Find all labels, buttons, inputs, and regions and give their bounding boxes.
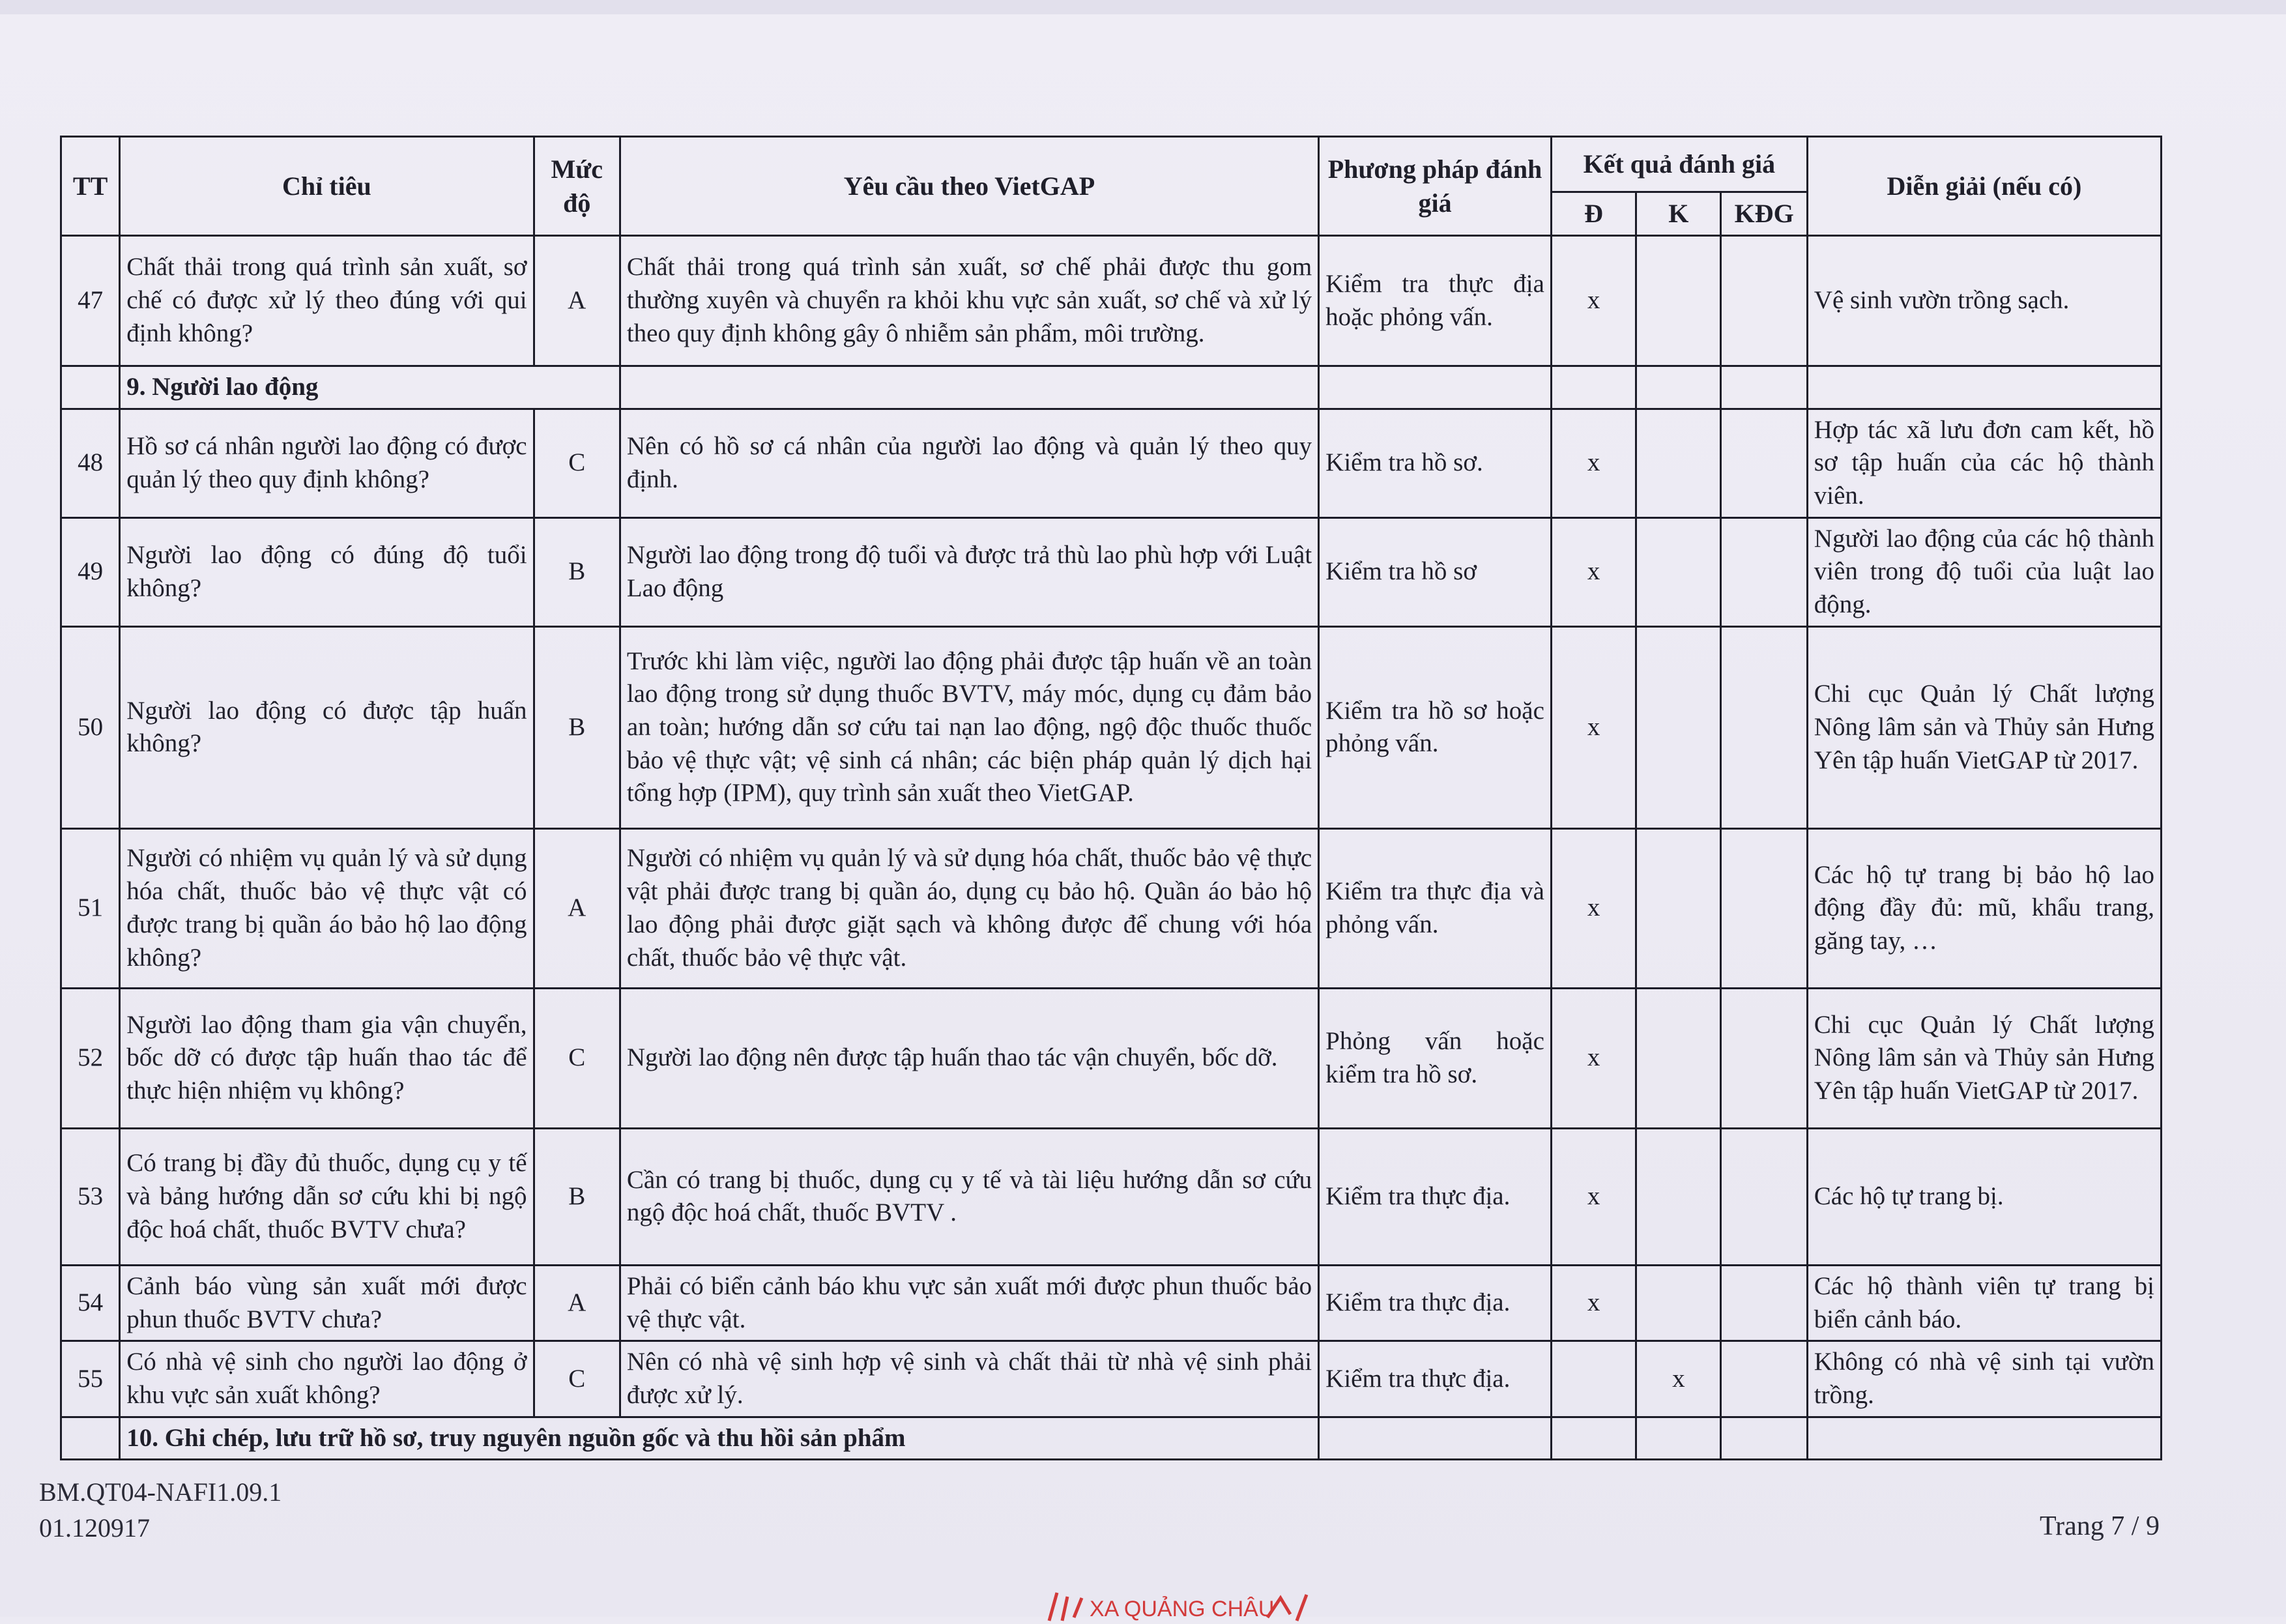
result-dat: x bbox=[1551, 626, 1636, 828]
table-row bbox=[61, 517, 2162, 626]
result-khong bbox=[1636, 409, 1721, 517]
header-dien-giai: Diễn giải (nếu có) bbox=[1807, 137, 2161, 236]
row-number: 47 bbox=[61, 236, 120, 366]
explanation: Các hộ thành viên tự trang bị biển cảnh báo. bbox=[1807, 1265, 2161, 1341]
result-dat: x bbox=[1551, 517, 1636, 626]
table-row bbox=[61, 409, 2162, 517]
header-chi-tieu: Chỉ tiêu bbox=[120, 137, 534, 236]
table-row bbox=[61, 1265, 2162, 1341]
criterion: Có trang bị đầy đủ thuốc, dụng cụ y tế và bảng hướng dẫn sơ cứu khi bị ngộ độc hoá chất, thuốc BVTV chưa? bbox=[120, 1128, 534, 1265]
row-number: 52 bbox=[61, 988, 120, 1128]
result-dat: x bbox=[1551, 409, 1636, 517]
section-title: 10. Ghi chép, lưu trữ hồ sơ, truy nguyên nguồn gốc và thu hồi sản phẩm bbox=[120, 1417, 1319, 1460]
result-kdg bbox=[1721, 626, 1807, 828]
result-khong bbox=[1636, 626, 1721, 828]
explanation: Chi cục Quản lý Chất lượng Nông lâm sản và Thủy sản Hưng Yên tập huấn VietGAP từ 2017. bbox=[1807, 626, 2161, 828]
criterion: Người lao động tham gia vận chuyển, bốc dỡ có được tập huấn thao tác để thực hiện nhiệm vụ không? bbox=[120, 988, 534, 1128]
result-kdg bbox=[1721, 409, 1807, 517]
criterion: Có nhà vệ sinh cho người lao động ở khu vực sản xuất không? bbox=[120, 1341, 534, 1417]
result-dat: x bbox=[1551, 828, 1636, 988]
table-row bbox=[61, 1128, 2162, 1265]
result-dat: x bbox=[1551, 1128, 1636, 1265]
criterion: Người có nhiệm vụ quản lý và sử dụng hóa chất, thuốc bảo vệ thực vật có được trang bị quần áo bảo hộ lao động không? bbox=[120, 828, 534, 988]
vietgap-assessment-table bbox=[60, 136, 2162, 1460]
method: Kiểm tra thực địa. bbox=[1319, 1341, 1552, 1417]
requirement: Người có nhiệm vụ quản lý và sử dụng hóa chất, thuốc bảo vệ thực vật phải được trang bị quần áo, dụng cụ bảo hộ. Quần áo bảo hộ lao động phải được giặt sạch và không được để chung với hóa chất, thuốc bảo vệ thực vật. bbox=[620, 828, 1318, 988]
level: A bbox=[534, 236, 620, 366]
scan-edge bbox=[0, 0, 2286, 14]
requirement: Trước khi làm việc, người lao động phải được tập huấn về an toàn lao động trong sử dụng thuốc BVTV, máy móc, dụng cụ đảm bảo an toàn; hướng dẫn sơ cứu tai nạn lao động, ngộ độc thuốc thuốc bảo vệ thực vật; vệ sinh cá nhân; các biện pháp quản lý dịch hại tổng hợp (IPM), quy trình sản xuất theo VietGAP. bbox=[620, 626, 1318, 828]
row-number: 50 bbox=[61, 626, 120, 828]
header-kdg: KĐG bbox=[1721, 192, 1807, 236]
row-number: 55 bbox=[61, 1341, 120, 1417]
form-code-block bbox=[39, 1474, 282, 1546]
section-row bbox=[61, 1417, 2162, 1460]
method: Kiểm tra thực địa và phỏng vấn. bbox=[1319, 828, 1552, 988]
row-number: 54 bbox=[61, 1265, 120, 1341]
level: C bbox=[534, 409, 620, 517]
header-row bbox=[61, 137, 2162, 192]
level: C bbox=[534, 988, 620, 1128]
method: Kiểm tra thực địa. bbox=[1319, 1265, 1552, 1341]
criterion: Cảnh báo vùng sản xuất mới được phun thuốc BVTV chưa? bbox=[120, 1265, 534, 1341]
explanation: Các hộ tự trang bị. bbox=[1807, 1128, 2161, 1265]
header-ket-qua: Kết quả đánh giá bbox=[1551, 137, 1807, 192]
header-khong: K bbox=[1636, 192, 1721, 236]
method: Kiểm tra hồ sơ bbox=[1319, 517, 1552, 626]
level: B bbox=[534, 1128, 620, 1265]
explanation: Hợp tác xã lưu đơn cam kết, hồ sơ tập huấn của các hộ thành viên. bbox=[1807, 409, 2161, 517]
requirement: Cần có trang bị thuốc, dụng cụ y tế và tài liệu hướng dẫn sơ cứu ngộ độc hoá chất, thuốc BVTV . bbox=[620, 1128, 1318, 1265]
requirement: Người lao động nên được tập huấn thao tác vận chuyển, bốc dỡ. bbox=[620, 988, 1318, 1128]
section-row bbox=[61, 366, 2162, 409]
section-title: 9. Người lao động bbox=[120, 366, 620, 409]
commune-seal-stamp bbox=[1043, 1585, 1316, 1624]
result-kdg bbox=[1721, 517, 1807, 626]
result-khong bbox=[1636, 988, 1721, 1128]
row-number: 48 bbox=[61, 409, 120, 517]
level: A bbox=[534, 1265, 620, 1341]
level: C bbox=[534, 1341, 620, 1417]
header-dat: Đ bbox=[1551, 192, 1636, 236]
header-yeu-cau: Yêu cầu theo VietGAP bbox=[620, 137, 1318, 236]
explanation: Vệ sinh vườn trồng sạch. bbox=[1807, 236, 2161, 366]
criterion: Chất thải trong quá trình sản xuất, sơ chế có được xử lý theo đúng với qui định không? bbox=[120, 236, 534, 366]
requirement: Nên có hồ sơ cá nhân của người lao động và quản lý theo quy định. bbox=[620, 409, 1318, 517]
table-row bbox=[61, 236, 2162, 366]
result-kdg bbox=[1721, 1341, 1807, 1417]
table-row bbox=[61, 626, 2162, 828]
row-number: 53 bbox=[61, 1128, 120, 1265]
method: Kiểm tra hồ sơ hoặc phỏng vấn. bbox=[1319, 626, 1552, 828]
result-khong bbox=[1636, 517, 1721, 626]
result-dat: x bbox=[1551, 236, 1636, 366]
explanation: Không có nhà vệ sinh tại vườn trồng. bbox=[1807, 1341, 2161, 1417]
result-kdg bbox=[1721, 1128, 1807, 1265]
header-muc-do: Mức độ bbox=[534, 137, 620, 236]
result-khong bbox=[1636, 236, 1721, 366]
header-tt: TT bbox=[61, 137, 120, 236]
row-number: 51 bbox=[61, 828, 120, 988]
result-khong bbox=[1636, 1265, 1721, 1341]
result-kdg bbox=[1721, 1265, 1807, 1341]
result-kdg bbox=[1721, 988, 1807, 1128]
requirement: Chất thải trong quá trình sản xuất, sơ chế phải được thu gom thường xuyên và chuyển ra khỏi khu vực sản xuất, sơ chế và xử lý theo quy định không gây ô nhiễm sản phẩm, môi trường. bbox=[620, 236, 1318, 366]
method: Kiểm tra thực địa hoặc phỏng vấn. bbox=[1319, 236, 1552, 366]
table-row bbox=[61, 988, 2162, 1128]
row-number: 49 bbox=[61, 517, 120, 626]
result-dat: x bbox=[1551, 1265, 1636, 1341]
page-number: Trang 7 / 9 bbox=[2040, 1511, 2160, 1541]
result-khong bbox=[1636, 1128, 1721, 1265]
requirement: Người lao động trong độ tuổi và được trả thù lao phù hợp với Luật Lao động bbox=[620, 517, 1318, 626]
explanation: Người lao động của các hộ thành viên trong độ tuổi của luật lao động. bbox=[1807, 517, 2161, 626]
requirement: Phải có biển cảnh báo khu vực sản xuất mới được phun thuốc bảo vệ thực vật. bbox=[620, 1265, 1318, 1341]
method: Phỏng vấn hoặc kiểm tra hồ sơ. bbox=[1319, 988, 1552, 1128]
result-dat: x bbox=[1551, 988, 1636, 1128]
result-kdg bbox=[1721, 828, 1807, 988]
level: A bbox=[534, 828, 620, 988]
result-khong bbox=[1636, 828, 1721, 988]
form-code: BM.QT04-NAFI1.09.1 bbox=[39, 1477, 282, 1507]
form-revision: 01.120917 bbox=[39, 1513, 150, 1543]
criterion: Người lao động có được tập huấn không? bbox=[120, 626, 534, 828]
requirement: Nên có nhà vệ sinh hợp vệ sinh và chất thải từ nhà vệ sinh phải được xử lý. bbox=[620, 1341, 1318, 1417]
table-row bbox=[61, 1341, 2162, 1417]
explanation: Chi cục Quản lý Chất lượng Nông lâm sản và Thủy sản Hưng Yên tập huấn VietGAP từ 2017. bbox=[1807, 988, 2161, 1128]
table-row bbox=[61, 828, 2162, 988]
explanation: Các hộ tự trang bị bảo hộ lao động đầy đủ: mũ, khẩu trang, găng tay, … bbox=[1807, 828, 2161, 988]
result-kdg bbox=[1721, 236, 1807, 366]
method: Kiểm tra hồ sơ. bbox=[1319, 409, 1552, 517]
result-khong: x bbox=[1636, 1341, 1721, 1417]
criterion: Hồ sơ cá nhân người lao động có được quản lý theo quy định không? bbox=[120, 409, 534, 517]
method: Kiểm tra thực địa. bbox=[1319, 1128, 1552, 1265]
header-phuong-phap: Phương pháp đánh giá bbox=[1319, 137, 1552, 236]
level: B bbox=[534, 626, 620, 828]
level: B bbox=[534, 517, 620, 626]
criterion: Người lao động có đúng độ tuổi không? bbox=[120, 517, 534, 626]
svg-text:XA QUẢNG CHÂU: XA QUẢNG CHÂU bbox=[1090, 1597, 1275, 1621]
result-dat bbox=[1551, 1341, 1636, 1417]
